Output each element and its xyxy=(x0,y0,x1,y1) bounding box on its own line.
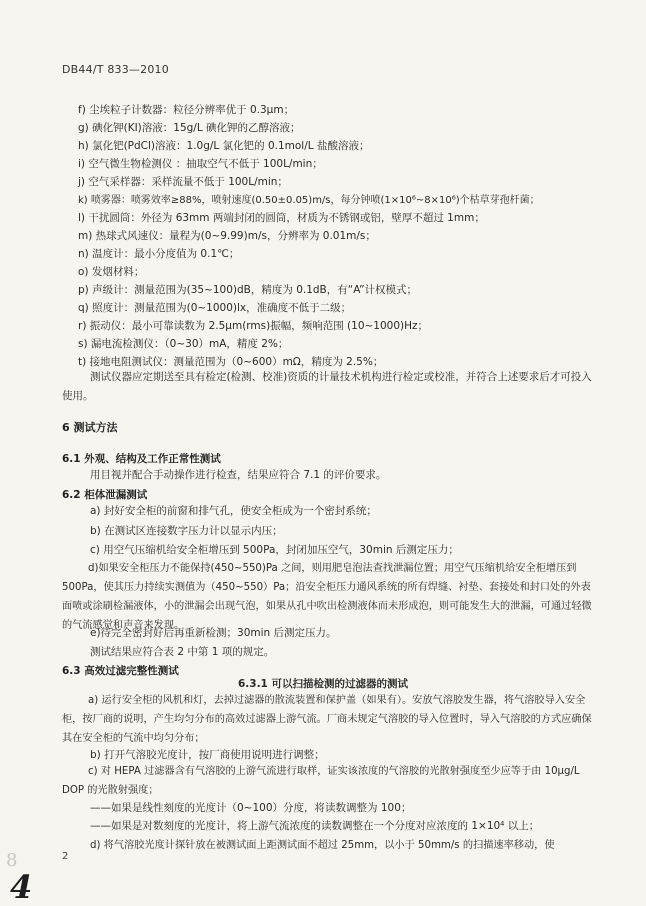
list-item-k: k) 喷雾器：喷雾效率≥88%，喷射速度(0.50±0.05)m/s，每分钟喷(1×10⁶~8×10⁶)个枯草芽孢杆菌； xyxy=(78,195,540,206)
list-item-t: t) 接地电阻测试仪：测量范围为（0~600）mΩ，精度为 2.5%； xyxy=(78,356,384,368)
list-item-j: j) 空气采样器：采样流量不低于 100L/min； xyxy=(78,176,288,188)
page-number: 2 xyxy=(62,851,69,862)
section-6-2-b: b) 在测试区连接数字压力计以显示内压； xyxy=(90,525,283,537)
list-item-i: i) 空气微生物检测仪 ：抽取空气不低于 100L/min； xyxy=(78,158,323,170)
section-6-3-1-title: 6.3.1 可以扫描检测的过滤器的测试 xyxy=(237,678,409,690)
list-item-o: o) 发烟材料； xyxy=(78,266,145,278)
section-6-1-title: 6.1 外观、结构及工作正常性测试 xyxy=(62,453,221,465)
calibration-note: 测试仪器应定期送至具有检定(检测、校准)资质的计量技术机构进行检定或校准，并符合上述要求后才可投入使用。 xyxy=(62,371,592,402)
section-6-2-e: e)待完全密封好后再重新检测；30min 后测定压力。 xyxy=(90,627,337,639)
section-6-1-text: 用目视并配合手动操作进行检查，结果应符合 7.1 的评价要求。 xyxy=(90,469,387,481)
list-item-r: r) 振动仪：最小可靠读数为 2.5μm(rms)振幅，频响范围 (10~1000)Hz； xyxy=(78,320,429,332)
list-item-f: f) 尘埃粒子计数器：粒径分辨率优于 0.3μm； xyxy=(78,104,295,116)
section-6-3-title: 6.3 高效过滤完整性测试 xyxy=(62,665,179,677)
list-item-p: p) 声级计：测量范围为(35~100)dB，精度为 0.1dB，有“A”计权模式； xyxy=(78,284,418,296)
section-6-2-a: a) 封好安全柜的前窗和排气孔，使安全柜成为一个密封系统； xyxy=(90,505,377,517)
standard-code: DB44/T 833—2010 xyxy=(62,63,169,76)
section-6-2-title: 6.2 柜体泄漏测试 xyxy=(62,489,148,501)
list-item-s: s) 漏电流检测仪：（0~30）mA，精度 2%； xyxy=(78,338,289,350)
section-6-3-1-b: b) 打开气溶胶光度计，按厂商使用说明进行调整； xyxy=(90,749,325,761)
list-item-l: l) 干扰圆筒：外径为 63mm 两端封闭的圆筒，材质为不锈钢或铝，壁厚不超过 1mm； xyxy=(78,212,485,224)
section-6-3-1-dash2: ——如果是对数刻度的光度计，将上游气流浓度的读数调整在一个分度对应浓度的 1×10⁴ 以上； xyxy=(90,820,540,832)
section-6-2-d: d)如果安全柜压力不能保持(450~550)Pa 之间，则用肥皂泡法查找泄漏位置；用空气压缩机给安全柜增压到 500Pa，使其压力持续实测值为（450~550）Pa；沿安全柜压力通风系统的所有焊缝、衬垫、套接处和封口处的外表面喷或涂刷检漏液体，小的泄漏会出现气泡，如果从孔中吹出检测液体而未形成泡，则可能发生大的泄漏，可通过轻微的气流感觉和声音来发现。 xyxy=(62,563,592,631)
list-item-h: h) 氯化钯(PdCl)溶液：1.0g/L 氯化钯的 0.1mol/L 盐酸溶液； xyxy=(78,140,370,152)
list-item-g: g) 碘化钾(KI)溶液：15g/L 碘化钾的乙醇溶液； xyxy=(78,122,301,134)
section-6-3-1-c: c) 对 HEPA 过滤器含有气溶胶的上游气流进行取样，证实该浓度的气溶胶的光散射强度至少应等于由 10μg/L DOP 的光散射强度； xyxy=(62,766,580,796)
section-6-2-result: 测试结果应符合表 2 中第 1 项的规定。 xyxy=(90,646,275,658)
faint-margin-mark: 8 xyxy=(6,850,18,871)
section-6-title: 6 测试方法 xyxy=(62,421,118,434)
list-item-q: q) 照度计：测量范围为(0~1000)lx，准确度不低于二级； xyxy=(78,302,352,314)
section-6-3-1-d: d) 将气溶胶光度计探针放在被测试面上距测试面不超过 25mm，以小于 50mm/s 的扫描速率移动，使 xyxy=(90,840,555,851)
handwritten-page-mark: 4 xyxy=(10,868,33,906)
list-item-m: m) 热球式风速仪：量程为(0~9.99)m/s，分辨率为 0.01m/s； xyxy=(78,230,376,242)
section-6-3-1-a: a) 运行安全柜的风机和灯，去掉过滤器的散流装置和保护盖（如果有）。安放气溶胶发生器，将气溶胶导入安全柜，按厂商的说明，产生均匀分布的高效过滤器上游气流。厂商未规定气溶胶的导入位置时，导入气溶胶的方式应确保其在安全柜的气流中均匀分布； xyxy=(62,695,592,744)
list-item-n: n) 温度计：最小分度值为 0.1℃； xyxy=(78,248,240,260)
section-6-3-1-dash1: ——如果是线性刻度的光度计（0~100）分度，将读数调整为 100； xyxy=(90,802,412,814)
section-6-2-c: c) 用空气压缩机给安全柜增压到 500Pa，封闭加压空气，30min 后测定压力； xyxy=(90,544,459,556)
